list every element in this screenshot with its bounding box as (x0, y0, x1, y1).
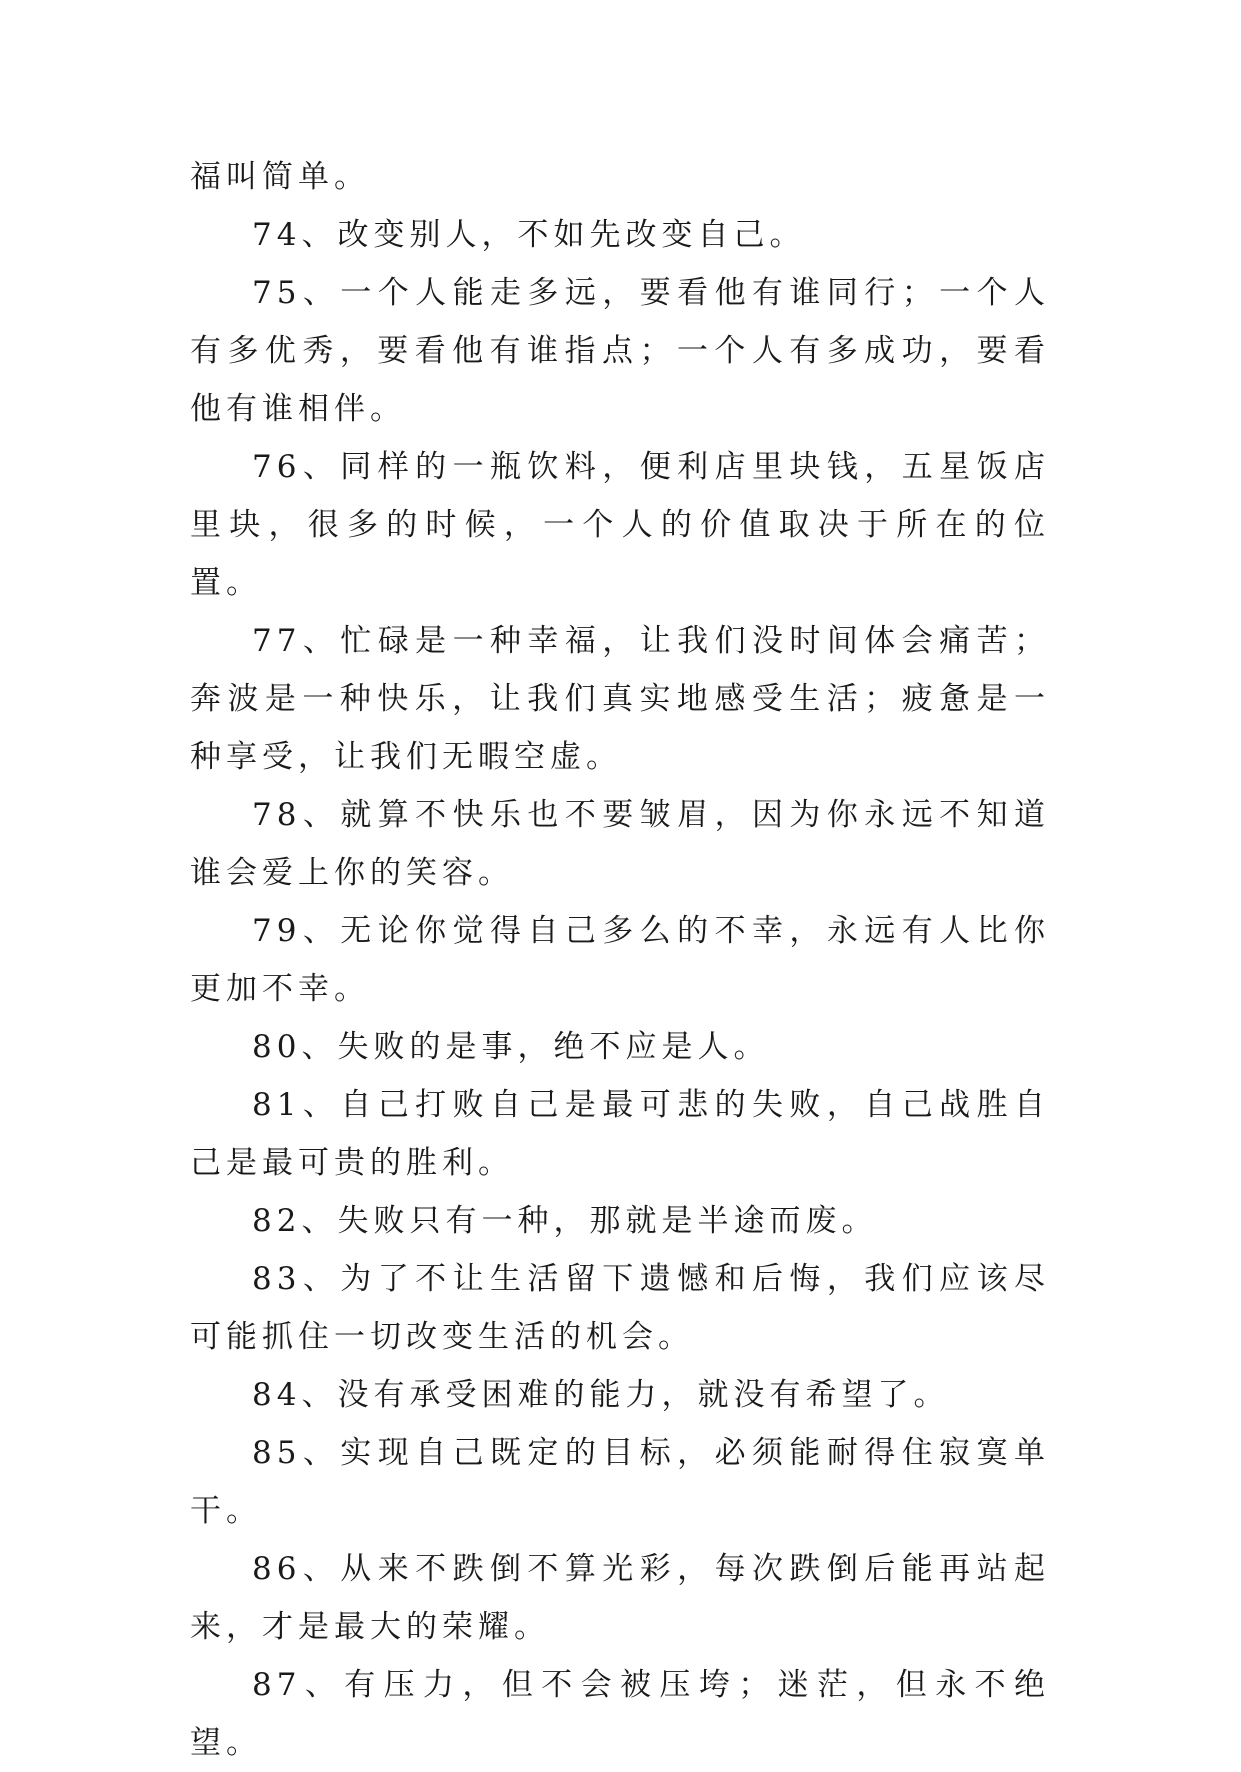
paragraph-87: 87、有压力，但不会被压垮；迷茫，但永不绝望。 (190, 1667, 1050, 1761)
paragraph-75: 75、一个人能走多远，要看他有谁同行；一个人有多优秀，要看他有谁指点；一个人有多成功，要看他有谁相伴。 (190, 275, 1050, 427)
paragraph-84: 84、没有承受困难的能力，就没有希望了。 (252, 1377, 950, 1413)
paragraph-74: 74、改变别人，不如先改变自己。 (252, 217, 806, 253)
paragraph-76: 76、同样的一瓶饮料，便利店里块钱，五星饭店里块，很多的时候，一个人的价值取决于所在的位置。 (190, 449, 1050, 601)
document-body (190, 148, 1050, 1772)
paragraph-83: 83、为了不让生活留下遗憾和后悔，我们应该尽可能抓住一切改变生活的机会。 (190, 1261, 1050, 1355)
paragraph-86: 86、从来不跌倒不算光彩，每次跌倒后能再站起来，才是最大的荣耀。 (190, 1551, 1050, 1645)
paragraph-77: 77、忙碌是一种幸福，让我们没时间体会痛苦；奔波是一种快乐，让我们真实地感受生活；疲惫是一种享受，让我们无暇空虚。 (190, 623, 1050, 775)
paragraph-82: 82、失败只有一种，那就是半途而废。 (252, 1203, 878, 1239)
paragraph-85: 85、实现自己既定的目标，必须能耐得住寂寞单干。 (190, 1435, 1050, 1529)
paragraph-79: 79、无论你觉得自己多么的不幸，永远有人比你更加不幸。 (190, 913, 1050, 1007)
paragraph-78: 78、就算不快乐也不要皱眉，因为你永远不知道谁会爱上你的笑容。 (190, 797, 1050, 891)
paragraph-80: 80、失败的是事，绝不应是人。 (252, 1029, 770, 1065)
paragraph-continuation: 福叫简单。 (190, 159, 370, 195)
paragraph-81: 81、自己打败自己是最可悲的失败，自己战胜自己是最可贵的胜利。 (190, 1087, 1050, 1181)
